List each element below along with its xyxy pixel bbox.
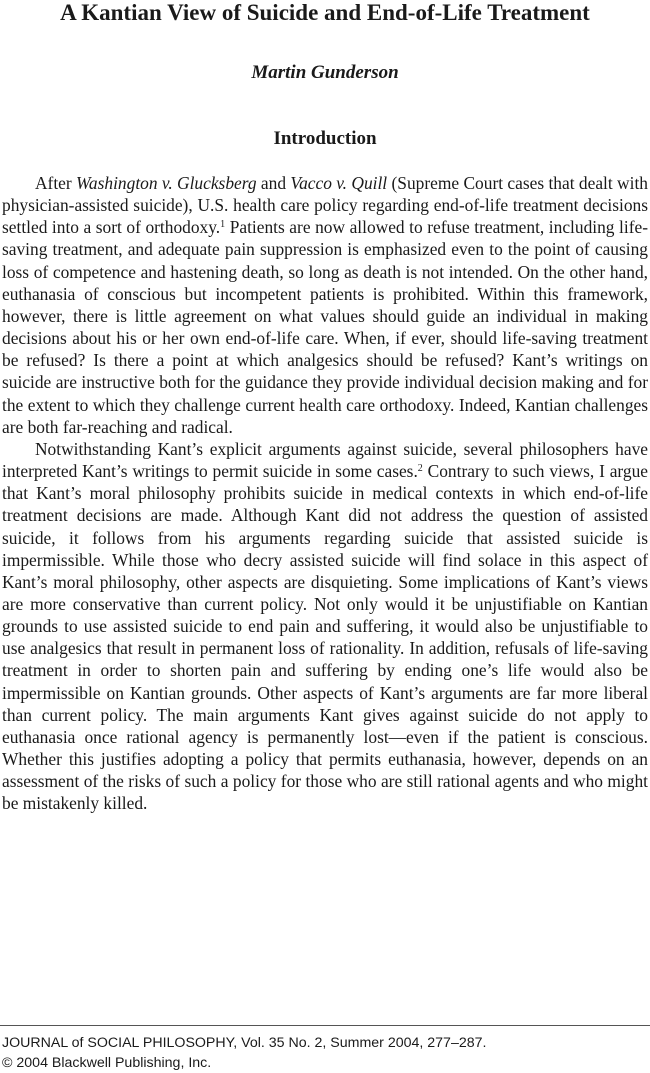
footnote-marker[interactable]: 2 bbox=[417, 463, 423, 475]
journal-citation: JOURNAL of SOCIAL PHILOSOPHY, Vol. 35 No. 2, Summer 2004, 277–287. bbox=[2, 1035, 487, 1051]
author-name: Martin Gunderson bbox=[251, 62, 399, 83]
footnote-marker[interactable]: 1 bbox=[220, 219, 226, 231]
paragraph-2 bbox=[2, 438, 648, 815]
article-title: A Kantian View of Suicide and End-of-Life Treatment bbox=[60, 0, 590, 25]
case-citation: Vacco v. Quill bbox=[290, 173, 388, 193]
copyright-notice: © 2004 Blackwell Publishing, Inc. bbox=[2, 1055, 212, 1071]
paragraph-text: Patients are now allowed to refuse treatment, including life-saving treatment, and adequate pain suppression is emphasized even to the point of causing loss of competence and hastening death, so long as death is not intended. On the other hand, euthanasia of conscious but incompetent patients is prohibited. Within this framework, however, there is little agreement on what values should guide an individual in making decisions about his or her own end-of-life care. When, if ever, should life-saving treatment be refused? Is there a point at which analgesics should be refused? Kant’s writings on suicide are instructive both for the guidance they provide individual decision making and for the extent to which they challenge current health care orthodoxy. Indeed, Kantian challenges are both far-reaching and radical. bbox=[2, 217, 648, 437]
paragraph-text: Notwithstanding Kant’s explicit arguments against suicide, several philosophers have interpreted Kant’s writings to permit suicide in some cases. bbox=[2, 438, 648, 482]
paragraph-text: (Supreme Court cases that dealt with physician-assisted suicide), U.S. health care policy regarding end-of-life treatment decisions settled into a sort of orthodoxy. bbox=[2, 173, 648, 238]
section-heading: Introduction bbox=[273, 128, 377, 149]
paragraph-1 bbox=[2, 172, 648, 438]
footer-divider bbox=[0, 1025, 650, 1026]
paragraph-text: Contrary to such views, I argue that Kant’s moral philosophy prohibits suicide in medical contexts in which end-of-life treatment decisions are made. Although Kant did not address the question of assisted suicide, it follows from his arguments regarding suicide that assisted suicide is impermissible. While those who decry assisted suicide will find solace in this aspect of Kant’s moral philosophy, other aspects are disquieting. Some implications of Kant’s views are more conservative than current policy. Not only would it be unjustifiable on Kantian grounds to use assisted suicide to end pain and suffering, it would also be unjustifiable to use analgesics that result in permanent loss of rationality. In addition, refusals of life-saving treatment in order to shorten pain and suffering by ending one’s life would also be impermissible on Kantian grounds. Other aspects of Kant’s arguments are far more liberal than current policy. The main arguments Kant gives against suicide do not apply to euthanasia once rational agency is permanently lost—even if the patient is conscious. Whether this justifies adopting a policy that permits euthanasia, however, depends on an assessment of the risks of such a policy for those who are still rational agents and who might be mistakenly killed. bbox=[2, 461, 648, 814]
page-footer bbox=[2, 1033, 648, 1073]
article-body bbox=[2, 172, 648, 815]
paragraph-text: After bbox=[35, 173, 77, 193]
paragraph-text: and bbox=[256, 173, 291, 193]
case-citation: Washington v. Glucksberg bbox=[76, 173, 257, 193]
